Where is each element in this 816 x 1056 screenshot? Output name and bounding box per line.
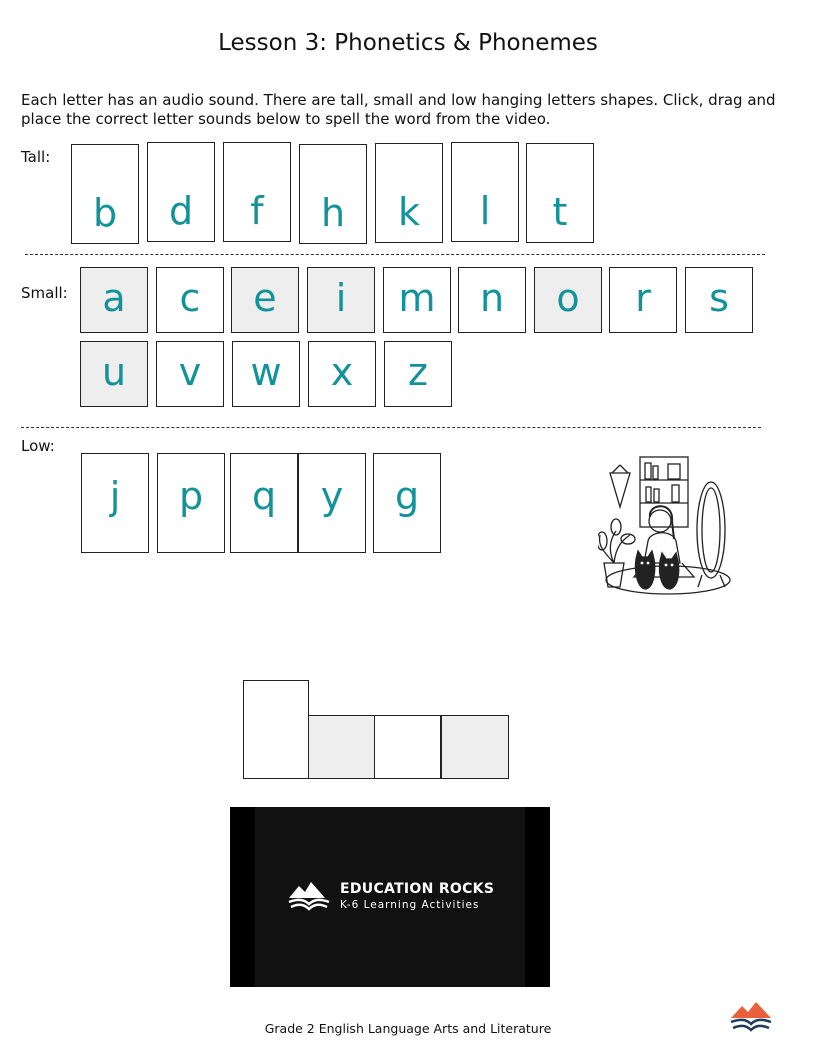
video-frame — [255, 807, 525, 987]
brand-subtitle: K-6 Learning Activities — [340, 899, 480, 911]
letter-tile-s[interactable]: s — [685, 267, 753, 333]
answer-slot-3[interactable] — [374, 715, 441, 779]
education-rocks-logo-icon — [728, 1000, 774, 1032]
letter-tile-h[interactable]: h — [299, 144, 367, 244]
footer-text: Grade 2 English Language Arts and Literature — [264, 1021, 552, 1036]
page-title: Lesson 3: Phonetics & Phonemes — [218, 30, 598, 56]
video-brand — [340, 881, 494, 911]
letter-tile-w[interactable]: w — [232, 341, 300, 407]
letter-tile-x[interactable]: x — [308, 341, 376, 407]
letter-tile-j[interactable]: j — [81, 453, 149, 553]
letter-tile-c[interactable]: c — [156, 267, 224, 333]
instructions: Each letter has an audio sound. There are tall, small and low hanging letters shapes. Click, drag and place the correct letter sounds below to spell the word from the video. — [21, 91, 776, 128]
letter-tile-o[interactable]: o — [534, 267, 602, 333]
girl-with-cats-illustration — [598, 455, 738, 610]
letter-tile-b[interactable]: b — [71, 144, 139, 244]
letter-tile-e[interactable]: e — [231, 267, 299, 333]
letter-tile-g[interactable]: g — [373, 453, 441, 553]
brand-name: EDUCATION ROCKS — [340, 881, 495, 897]
letter-tile-z[interactable]: z — [384, 341, 452, 407]
letter-tile-l[interactable]: l — [451, 142, 519, 242]
low-label: Low: — [21, 437, 55, 455]
letter-tile-i[interactable]: i — [307, 267, 375, 333]
answer-slot-4[interactable] — [441, 715, 509, 779]
answer-slot-2[interactable] — [308, 715, 375, 779]
letter-tile-v[interactable]: v — [156, 341, 224, 407]
letter-tile-m[interactable]: m — [383, 267, 451, 333]
letter-tile-q[interactable]: q — [230, 453, 298, 553]
divider-tall-small — [25, 254, 765, 255]
letter-tile-d[interactable]: d — [147, 142, 215, 242]
tall-label: Tall: — [21, 148, 51, 166]
mountain-book-icon — [287, 880, 331, 912]
letter-tile-t[interactable]: t — [526, 143, 594, 243]
divider-small-low — [21, 427, 761, 428]
letter-tile-n[interactable]: n — [458, 267, 526, 333]
letter-tile-r[interactable]: r — [609, 267, 677, 333]
letter-tile-k[interactable]: k — [375, 143, 443, 243]
letter-tile-y[interactable]: y — [298, 453, 366, 553]
letter-tile-p[interactable]: p — [157, 453, 225, 553]
letter-tile-u[interactable]: u — [80, 341, 148, 407]
answer-slot-1[interactable] — [243, 680, 309, 779]
letter-tile-a[interactable]: a — [80, 267, 148, 333]
small-label: Small: — [21, 284, 68, 302]
letter-tile-f[interactable]: f — [223, 142, 291, 242]
lesson-video[interactable] — [230, 807, 550, 987]
